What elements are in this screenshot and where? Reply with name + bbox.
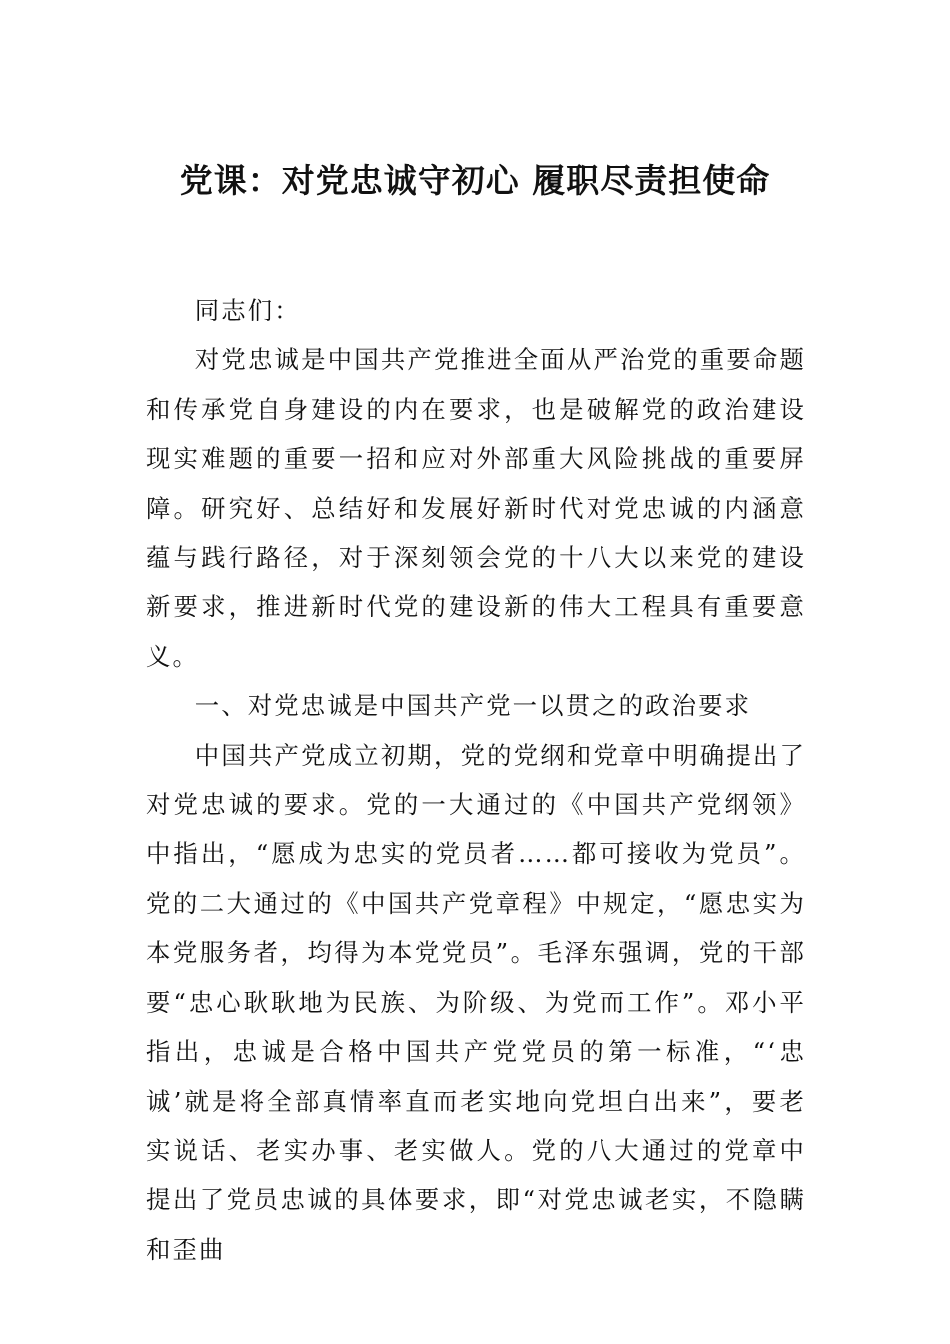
- salutation-paragraph: 同志们：: [194, 296, 301, 325]
- section-heading: 一、对党忠诚是中国共产党一以贯之的政治要求: [194, 691, 752, 721]
- intro-paragraph: 对党忠诚是中国共产党推进全面从严治党的重要命题和传承党自身建设的内在要求，也是破解党的政治建设现实难题的重要一招和应对外部重大风险挑战的重要屏障。研究好、总结好和发展好新时代对党忠诚的内涵意蕴与践行路径，对于深刻领会党的十八大以来党的建设新要求，推进新时代党的建设新的伟大工程具有重要意义。: [146, 345, 806, 671]
- body-paragraph: 中国共产党成立初期，党的党纲和党章中明确提出了对党忠诚的要求。党的一大通过的《中国共产党纲领》中指出，“愿成为忠实的党员者……都可接收为党员”。党的二大通过的《中国共产党章程》中规定，“愿忠实为本党服务者，均得为本党党员”。毛泽东强调，党的干部要“忠心耿耿地为民族、为阶级、为党而工作”。邓小平指出，忠诚是合格中国共产党党员的第一标准，“‘忠诚’就是将全部真情率直而老实地向党坦白出来”，要老实说话、老实办事、老实做人。党的八大通过的党章中提出了党员忠诚的具体要求，即“对党忠诚老实，不隐瞒和歪曲: [146, 740, 806, 1264]
- document-body: [146, 286, 806, 1274]
- document-title: 党课：对党忠诚守初心 履职尽责担使命: [179, 161, 771, 200]
